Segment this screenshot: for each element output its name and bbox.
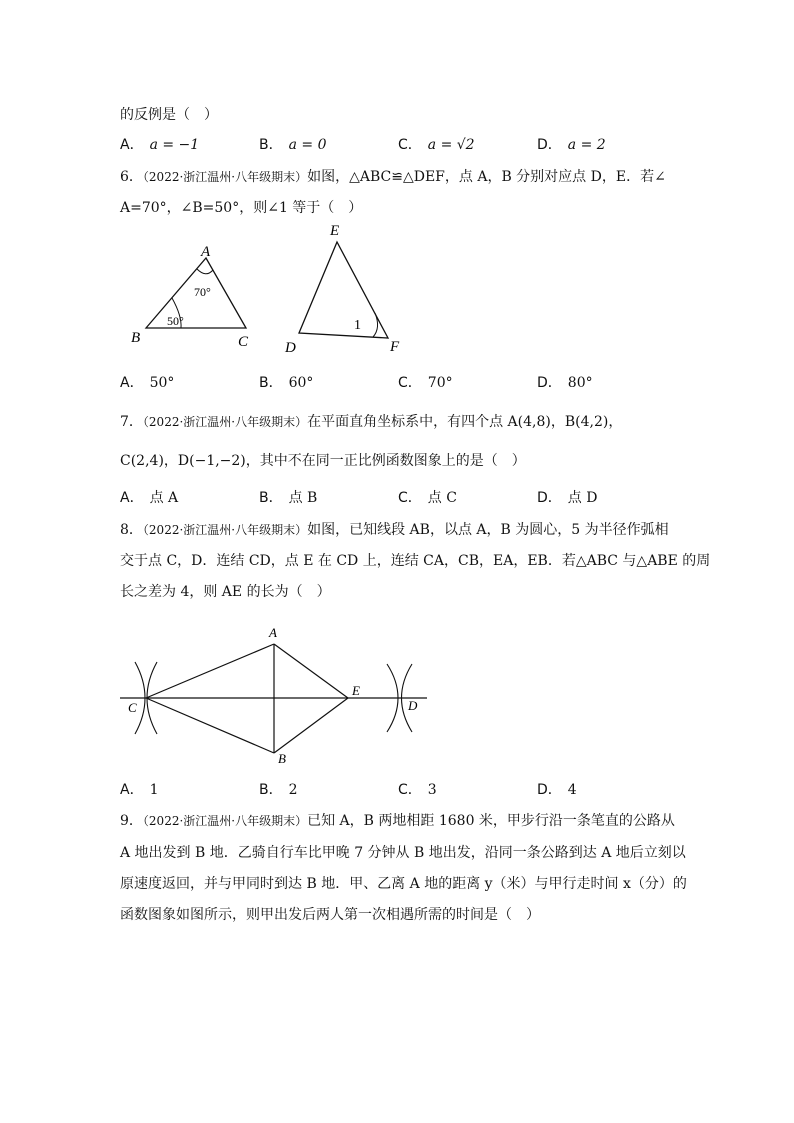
angle-a-arc xyxy=(197,269,213,274)
q5-option-c[interactable]: C． a = √2 xyxy=(398,137,475,153)
q8-number: 8． xyxy=(120,522,143,538)
q6-option-d[interactable]: D． 80° xyxy=(537,375,593,391)
q9-stem-line-1: 9．（2022·浙江温州·八年级期末）已知 A，B 两地相距 1680 米，甲步行沿一条笔直的公路从 xyxy=(120,813,675,829)
q9-source: （2022·浙江温州·八年级期末） xyxy=(142,814,308,828)
segment-cb xyxy=(146,698,274,753)
q5-option-a[interactable]: A． a = −1 xyxy=(120,137,200,153)
q6-number: 6． xyxy=(120,169,143,185)
q9-stem-line-3: 原速度返回，并与甲同时到达 B 地．甲、乙离 A 地的距离 y（米）与甲行走时间 x（分）的 xyxy=(120,876,687,892)
q6-option-a[interactable]: A． 50° xyxy=(120,375,175,391)
segment-ca xyxy=(146,644,274,698)
q9-stem-line-4: 函数图象如图所示，则甲出发后两人第一次相遇所需的时间是（ ） xyxy=(120,907,540,923)
q8-option-b[interactable]: B． 2 xyxy=(259,782,298,798)
q8-stem-line-1: 8．（2022·浙江温州·八年级期末）如图，已知线段 AB，以点 A，B 为圆心，5 为半径作弧相 xyxy=(120,522,669,538)
label-angle-1: 1 xyxy=(354,318,361,333)
q7-options xyxy=(120,487,680,507)
q6-option-c[interactable]: C． 70° xyxy=(398,375,453,391)
q5-stem-tail: 的反例是（ ） xyxy=(120,107,218,123)
q6-stem-line-2: A=70°，∠B=50°，则∠1 等于（ ） xyxy=(120,200,363,216)
q8-option-a[interactable]: A． 1 xyxy=(120,782,159,798)
q6-options xyxy=(120,372,680,392)
q8-stem-line-3: 长之差为 4，则 AE 的长为（ ） xyxy=(120,584,331,600)
q6-stem-line-1: 6．（2022·浙江温州·八年级期末）如图，△ABC≌△DEF，点 A，B 分别对应点 D，E．若∠ xyxy=(120,169,666,185)
q8-option-d[interactable]: D． 4 xyxy=(537,782,577,798)
q5-option-d[interactable]: D． a = 2 xyxy=(537,137,606,153)
label-c: C xyxy=(128,700,137,715)
label-a: A xyxy=(269,625,277,640)
q7-option-c[interactable]: C． 点 C xyxy=(398,490,457,506)
q9-stem-line-2: A 地出发到 B 地．乙骑自行车比甲晚 7 分钟从 B 地出发，沿同一条公路到达 A 地后立刻以 xyxy=(120,845,686,861)
segment-eb xyxy=(274,698,348,753)
q7-source: （2022·浙江温州·八年级期末） xyxy=(142,415,308,429)
label-e: E xyxy=(352,683,360,698)
q5-options xyxy=(120,134,680,154)
q7-option-d[interactable]: D． 点 D xyxy=(537,490,598,506)
q9-number: 9． xyxy=(120,813,143,829)
label-b: B xyxy=(131,330,141,346)
q7-stem-line-2: C(2,4)，D(−1,−2)，其中不在同一正比例函数图象上的是（ ） xyxy=(120,453,526,469)
label-e: E xyxy=(330,223,340,239)
q8-options xyxy=(120,779,680,799)
q7-stem-line-1: 7．（2022·浙江温州·八年级期末）在平面直角坐标系中，有四个点 A(4,8)，B(4,2)， xyxy=(120,414,623,430)
q8-construction-figure xyxy=(115,620,435,780)
label-a: A xyxy=(201,244,211,260)
q6-source: （2022·浙江温州·八年级期末） xyxy=(142,170,308,184)
segment-ea xyxy=(274,644,348,698)
label-angle-b: 50° xyxy=(167,314,184,328)
q8-source: （2022·浙江温州·八年级期末） xyxy=(142,523,308,537)
q7-number: 7． xyxy=(120,414,143,430)
q5-option-b[interactable]: B． a = 0 xyxy=(259,137,327,153)
label-c: C xyxy=(238,334,249,350)
q8-option-c[interactable]: C． 3 xyxy=(398,782,437,798)
q7-option-b[interactable]: B． 点 B xyxy=(259,490,318,506)
label-d: D xyxy=(285,340,296,356)
label-d: D xyxy=(408,698,418,713)
q6-triangles-figure xyxy=(125,220,415,360)
triangle-def xyxy=(299,242,388,338)
label-f: F xyxy=(390,339,400,355)
label-angle-a: 70° xyxy=(194,285,211,299)
q7-option-a[interactable]: A． 点 A xyxy=(120,490,179,506)
label-b: B xyxy=(278,751,286,766)
q8-stem-line-2: 交于点 C，D．连结 CD，点 E 在 CD 上，连结 CA，CB，EA，EB．若△ABC 与△ABE 的周 xyxy=(120,553,711,569)
q6-option-b[interactable]: B． 60° xyxy=(259,375,314,391)
